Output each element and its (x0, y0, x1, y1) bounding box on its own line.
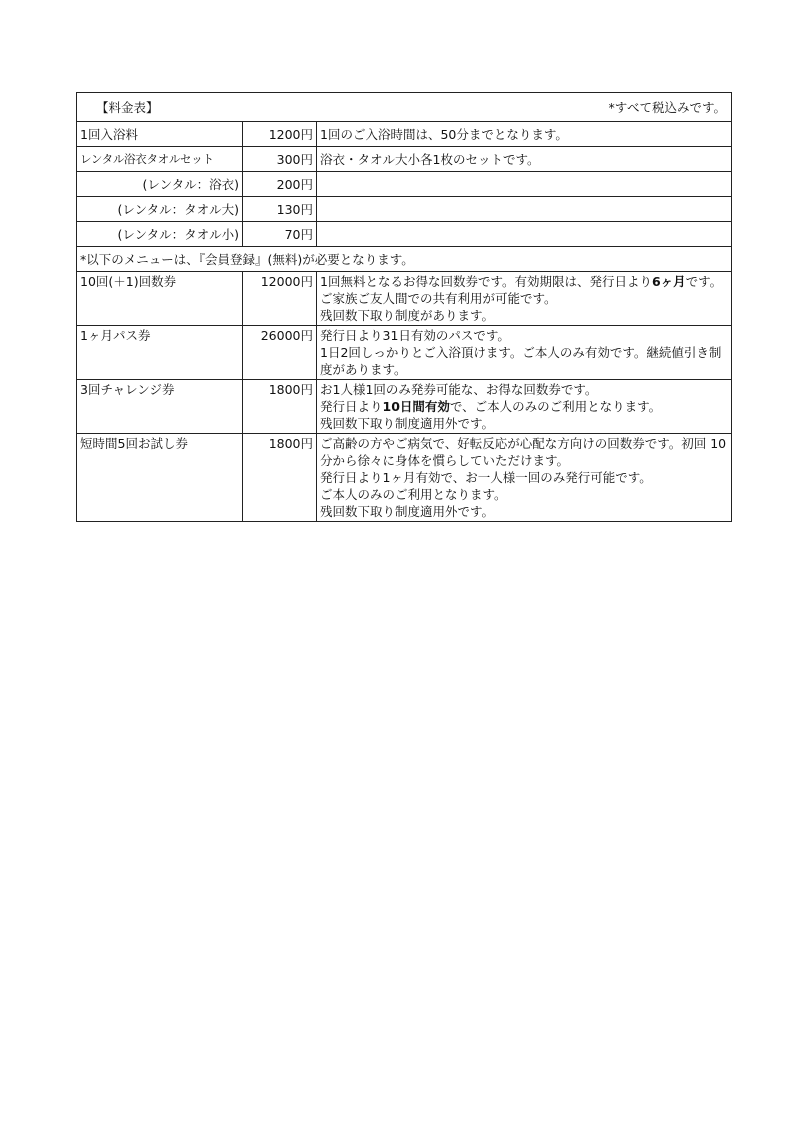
desc-text: 発行日より31日有効のパスです。 (320, 328, 510, 343)
item-price: 130円 (243, 197, 317, 222)
table-row (77, 172, 732, 197)
desc-text: ご高齢の方やご病気で、好転反応が心配な方向けの回数券です。初回 10分から徐々に身体を慣らしていただけます。 (320, 436, 727, 468)
item-name: 短時間5回お試し券 (77, 434, 243, 522)
item-price: 12000円 (243, 272, 317, 326)
item-name: (レンタル：タオル小) (77, 222, 243, 247)
table-row (77, 222, 732, 247)
table-row (77, 326, 732, 380)
table-row (77, 197, 732, 222)
desc-emphasis: 10日間有効 (382, 399, 450, 414)
desc-text: 発行日より (320, 399, 383, 414)
desc-text: 1日2回しっかりとご入浴頂けます。ご本人のみ有効です。継続値引き制度があります。 (320, 345, 722, 377)
desc-text: お1人様1回のみ発券可能な、お得な回数券です。 (320, 382, 598, 397)
table-row (77, 272, 732, 326)
item-description (317, 172, 732, 197)
item-price: 300円 (243, 147, 317, 172)
desc-text: ご本人のみのご利用となります。 (320, 487, 507, 502)
item-description: 1回のご入浴時間は、50分までとなります。 (317, 122, 732, 147)
price-table (76, 92, 732, 522)
item-name: 3回チャレンジ券 (77, 380, 243, 434)
member-note: *以下のメニューは、『会員登録』(無料)が必要となります。 (77, 247, 732, 272)
item-name: (レンタル：浴衣) (77, 172, 243, 197)
table-row (77, 434, 732, 522)
table-row (77, 380, 732, 434)
item-price: 26000円 (243, 326, 317, 380)
desc-text: で、ご本人のみのご利用となります。 (449, 399, 662, 414)
price-table-header-row (77, 93, 732, 122)
desc-text: 発行日より1ヶ月有効で、お一人様一回のみ発行可能です。 (320, 470, 652, 485)
desc-text: 残回数下取り制度適用外です。 (320, 416, 495, 431)
item-description (317, 272, 732, 326)
desc-text: 残回数下取り制度適用外です。 (320, 504, 495, 519)
desc-emphasis: 6ヶ月 (651, 274, 686, 289)
item-description (317, 197, 732, 222)
item-name: 1回入浴料 (77, 122, 243, 147)
item-description (317, 380, 732, 434)
desc-text: です。ご家族ご友人間での共有利用が可能です。 (320, 274, 723, 306)
item-name: レンタル浴衣タオルセット (77, 147, 243, 172)
item-price: 200円 (243, 172, 317, 197)
item-name: 1ヶ月パス券 (77, 326, 243, 380)
item-description (317, 222, 732, 247)
member-note-row (77, 247, 732, 272)
item-description (317, 434, 732, 522)
desc-line (320, 398, 728, 415)
tax-note: *すべて税込みです。 (608, 99, 726, 115)
price-table-header-cell (77, 93, 732, 122)
item-name: (レンタル：タオル大) (77, 197, 243, 222)
table-row (77, 147, 732, 172)
item-price: 70円 (243, 222, 317, 247)
item-name: 10回(＋1)回数券 (77, 272, 243, 326)
item-price: 1200円 (243, 122, 317, 147)
item-description (317, 326, 732, 380)
desc-text: 1回無料となるお得な回数券です。有効期限は、発行日より (320, 274, 652, 289)
item-price: 1800円 (243, 434, 317, 522)
table-row (77, 122, 732, 147)
desc-text: 残回数下取り制度があります。 (320, 308, 495, 323)
price-table-title: 【料金表】 (96, 99, 159, 115)
item-price: 1800円 (243, 380, 317, 434)
item-description: 浴衣・タオル大小各1枚のセットです。 (317, 147, 732, 172)
